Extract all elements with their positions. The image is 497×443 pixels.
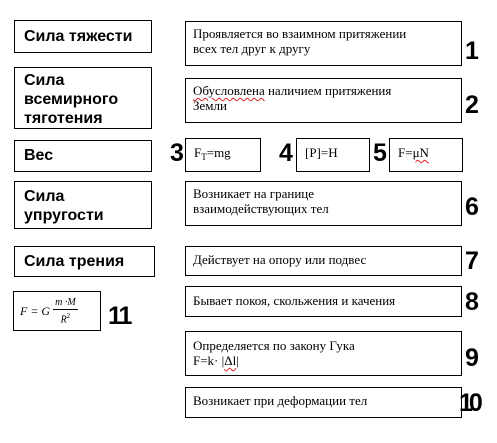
statement-2-underlined-word: Обусловлена [193, 83, 265, 98]
elastic-force-box [14, 181, 152, 229]
number-6: 6 [465, 193, 477, 221]
statement-1-line1: Проявляется во взаимном притяжении [193, 26, 407, 41]
formula-3-rest: =mg [206, 145, 231, 160]
statement-9-line1: Определяется по закону Гука [193, 338, 355, 353]
formula-5-text-a: F= [398, 145, 413, 160]
statement-6-line1: Возникает на границе [193, 186, 315, 201]
gravitation-formula-exponent: 2 [66, 311, 71, 320]
statement-9-line2 [193, 353, 454, 368]
statement-6-line2: взаимодействующих тел [193, 201, 329, 216]
statement-1-line2: всех тел друг к другу [193, 41, 311, 56]
formula-5-box [389, 138, 463, 172]
universal-gravitation-box [14, 67, 152, 129]
gravitation-formula-denominator [61, 310, 71, 325]
statement-10-text: Возникает при деформации тел [193, 393, 368, 408]
formula-3-box [185, 138, 261, 172]
formula-3-base: F [194, 145, 202, 160]
statement-8-box [185, 286, 462, 317]
friction-force-label: Сила трения [24, 253, 125, 270]
statement-10-box [185, 387, 462, 418]
number-9: 9 [465, 344, 477, 372]
gravity-force-box [14, 20, 152, 53]
number-8: 8 [465, 288, 477, 316]
number-11: 11 [108, 302, 131, 330]
formula-4-box [296, 138, 370, 172]
elastic-force-label-line1: Сила [24, 188, 65, 205]
weight-label: Вес [24, 147, 54, 164]
number-5: 5 [373, 139, 385, 167]
statement-7-box [185, 246, 462, 276]
number-2: 2 [465, 91, 477, 119]
gravity-force-label: Сила тяжести [24, 28, 133, 45]
universal-gravitation-label-line3: тяготения [24, 110, 103, 127]
number-3: 3 [170, 139, 182, 167]
statement-7-text: Действует на опору или подвес [193, 252, 367, 267]
statement-9-formula-b: Δl [224, 353, 237, 368]
statement-2-line1 [193, 83, 454, 98]
statement-9-box [185, 331, 462, 376]
statement-8-text: Бывает покоя, скольжения и качения [193, 293, 396, 308]
universal-gravitation-label-line2: всемирного [24, 91, 119, 108]
statement-9-formula-a: F=k· | [193, 353, 225, 368]
formula-3-subscript: T [201, 152, 207, 162]
statement-1-box [185, 21, 462, 66]
number-7: 7 [465, 247, 477, 275]
gravitation-formula-lhs: F = G [20, 303, 51, 318]
formula-5-text-b: μN [412, 145, 429, 160]
friction-force-box [14, 246, 155, 277]
universal-gravitation-label-line1: Сила [24, 72, 65, 89]
gravitation-formula-radius: R [60, 314, 67, 326]
statement-6-box [185, 181, 462, 226]
statement-2-box [185, 78, 462, 123]
weight-box [14, 140, 152, 172]
elastic-force-label-line2: упругости [24, 207, 104, 224]
statement-2-line1-rest: наличием притяжения [264, 83, 392, 98]
gravitation-formula-numerator: m ·M [55, 296, 76, 308]
gravitation-formula-fraction [53, 297, 78, 325]
number-1: 1 [465, 37, 477, 65]
number-4: 4 [279, 139, 291, 167]
gravitation-formula-box [13, 291, 101, 331]
statement-9-formula-c: | [236, 353, 239, 368]
statement-2-line2: Земли [193, 98, 227, 113]
formula-4-text: [P]=H [305, 145, 338, 160]
number-10: 10 [459, 389, 479, 417]
